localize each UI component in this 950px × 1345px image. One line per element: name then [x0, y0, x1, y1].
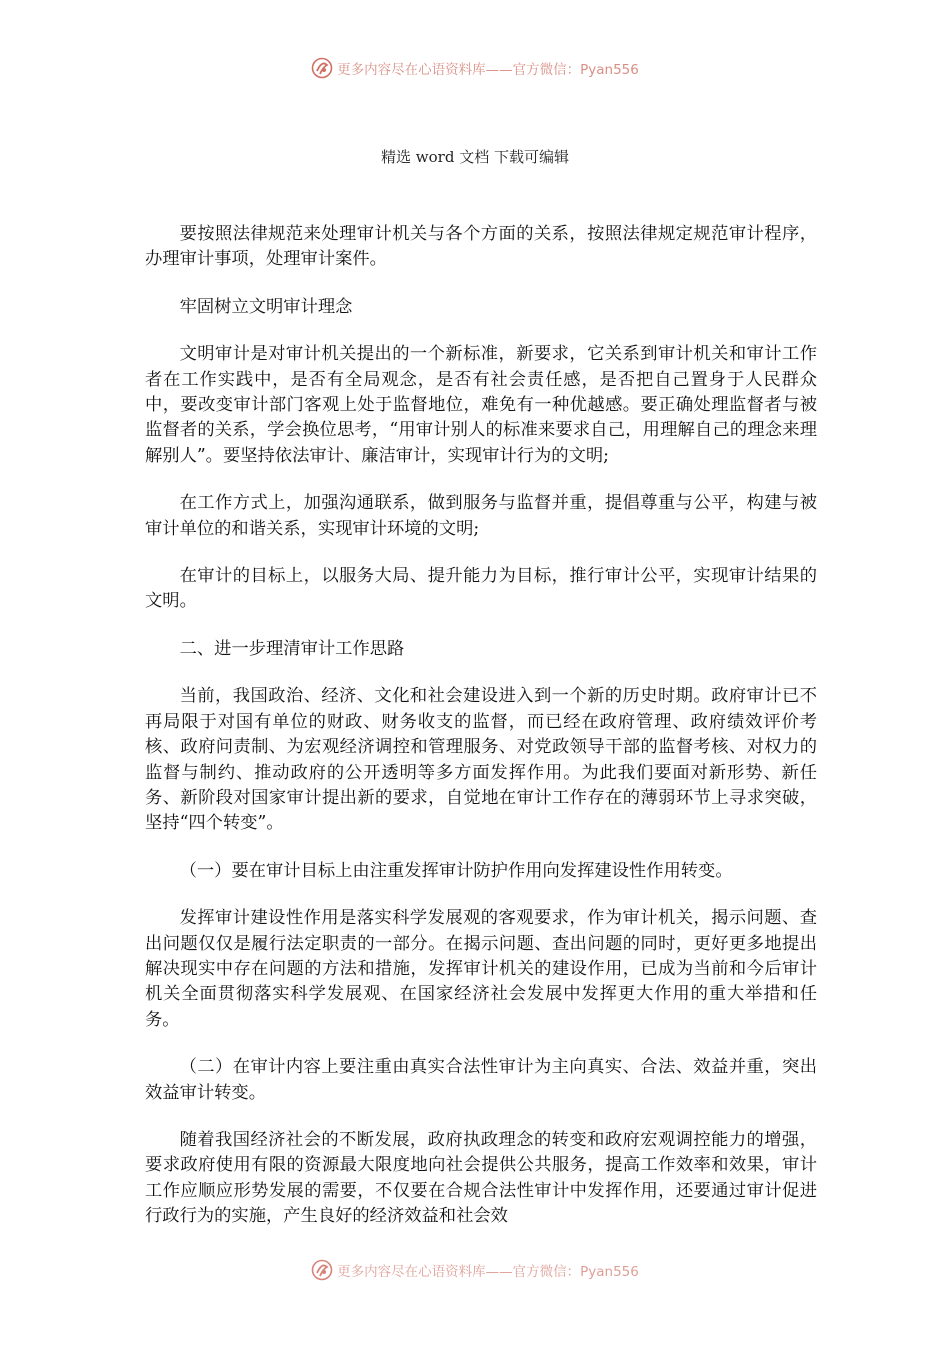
paragraph-3: 文明审计是对审计机关提出的一个新标准，新要求，它关系到审计机关和审计工作者在工作实践中，是否有全局观念，是否有社会责任感，是否把自己置身于人民群众中，要改变审计部门客观上处于监督地位，难免有一种优越感。要正确处理监督者与被监督者的关系，学会换位思考，“用审计别人的标准来要求自己，用理解自己的理念来理解别人”。要坚持依法审计、廉洁审计，实现审计行为的文明; — [145, 344, 817, 466]
paragraph-4: 在工作方式上，加强沟通联系，做到服务与监督并重，提倡尊重与公平，构建与被审计单位的和谐关系，实现审计环境的文明; — [145, 493, 817, 539]
seal-logo-icon — [311, 57, 333, 79]
page-bottom-margin — [0, 1238, 950, 1345]
watermark-text: 更多内容尽在心语资料库——官方微信：Pyan556 — [337, 62, 639, 78]
paragraph-7: 当前，我国政治、经济、文化和社会建设进入到一个新的历史时期。政府审计已不再局限于对国有单位的财政、财务收支的监督，而已经在政府管理、政府绩效评价考核、政府问责制、为宏观经济调控和管理服务、对党政领导干部的监督考核、对权力的监督与制约、推动政府的公开透明等多方面发挥作用。为此我们要面对新形势、新任务、新阶段对国家审计提出新的要求，自觉地在审计工作存在的薄弱环节上寻求突破，坚持“四个转变”。 — [145, 686, 817, 834]
heading-civilized-audit: 牢固树立文明审计理念 — [179, 296, 353, 317]
heading-section-2: 二、进一步理清审计工作思路 — [179, 638, 405, 659]
paragraph-1: 要按照法律规范来处理审计机关与各个方面的关系，按照法律规定规范审计程序，办理审计事项，处理审计案件。 — [145, 224, 817, 270]
paragraph-9: 发挥审计建设性作用是落实科学发展观的客观要求，作为审计机关，揭示问题、查出问题仅仅是履行法定职责的一部分。在揭示问题、查出问题的同时，更好更多地提出解决现实中存在问题的方法和措施，发挥审计机关的建设作用，已成为当前和今后审计机关全面贯彻落实科学发展观、在国家经济社会发展中发挥更大作用的重大举措和任务。 — [145, 908, 817, 1030]
watermark-bottom — [0, 1259, 950, 1281]
paragraph-11: 随着我国经济社会的不断发展，政府执政理念的转变和政府宏观调控能力的增强，要求政府使用有限的资源最大限度地向社会提供公共服务，提高工作效率和效果，审计工作应顺应形势发展的需要，不仅要在合规合法性审计中发挥作用，还要通过审计促进行政行为的实施，产生良好的经济效益和社会效 — [145, 1129, 817, 1227]
page-header: 精选 word 文档 下载可编辑 — [381, 148, 569, 166]
paragraph-5: 在审计的目标上，以服务大局、提升能力为目标，推行审计公平，实现审计结果的文明。 — [145, 566, 817, 612]
watermark-top — [0, 57, 950, 79]
watermark-text: 更多内容尽在心语资料库——官方微信：Pyan556 — [337, 1264, 639, 1280]
seal-logo-icon — [311, 1259, 333, 1281]
subheading-1: （一）要在审计目标上由注重发挥审计防护作用向发挥建设性作用转变。 — [179, 860, 733, 881]
subheading-2: （二）在审计内容上要注重由真实合法性审计为主向真实、合法、效益并重，突出效益审计转变。 — [145, 1057, 817, 1103]
document-body — [145, 222, 817, 1252]
